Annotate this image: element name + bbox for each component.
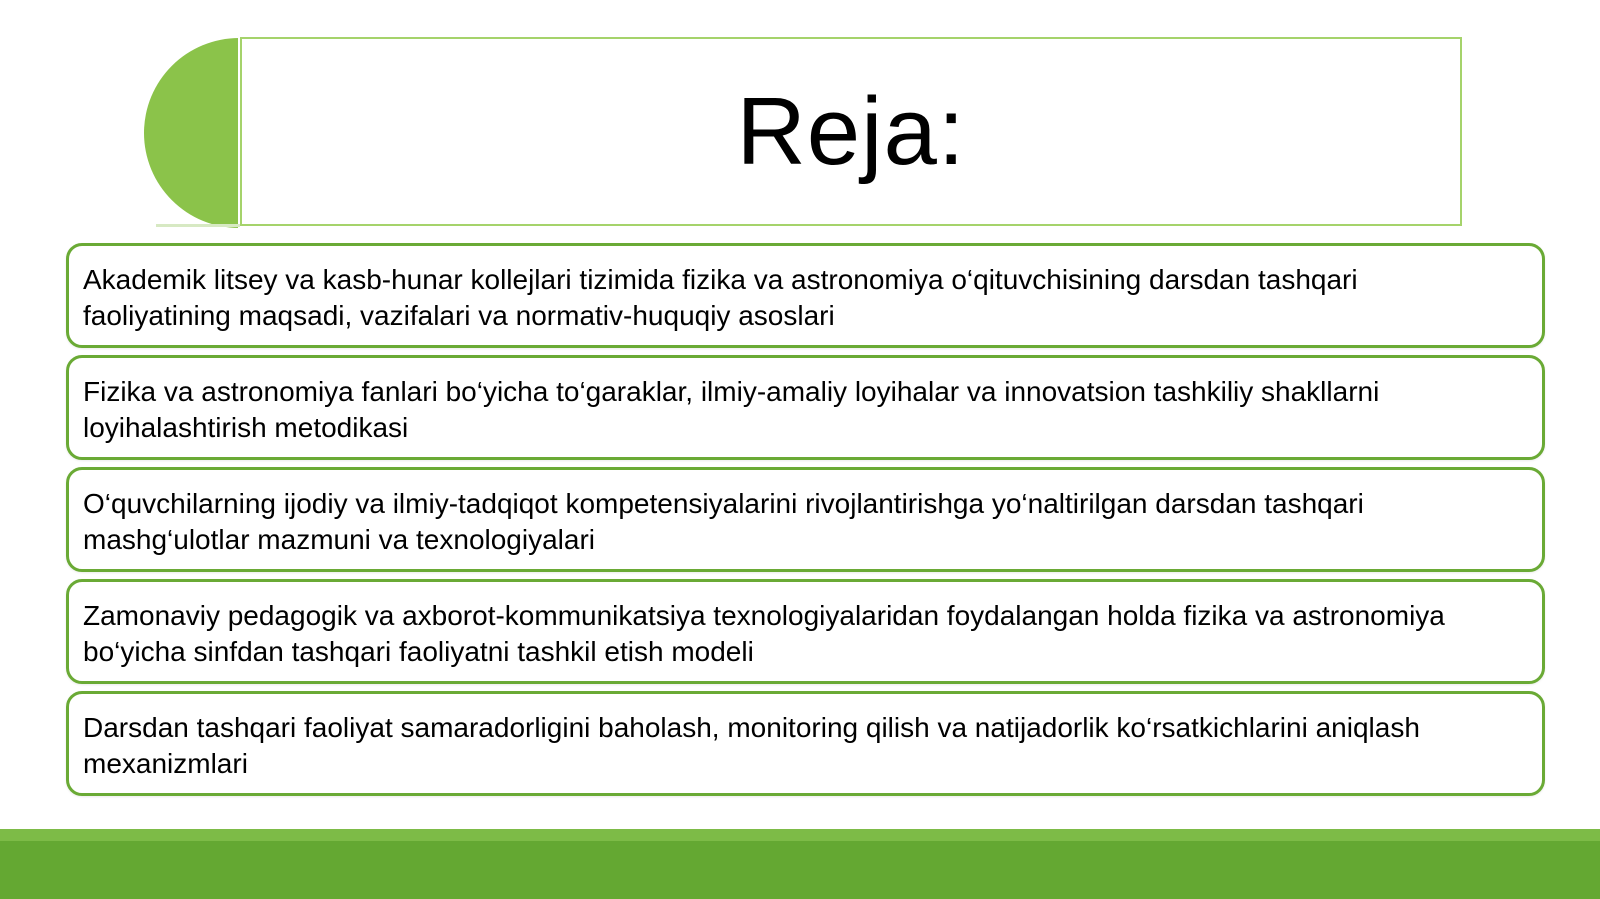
plan-item-4: Zamonaviy pedagogik va axborot-kommunikatsiya texnologiyalaridan foydalangan holda fizika va astronomiya bo‘yicha sinfdan tashqari faoliyatni tashkil etish modeli: [66, 579, 1545, 684]
title-frame-underline: [156, 224, 240, 227]
plan-item-3: O‘quvchilarning ijodiy va ilmiy-tadqiqot kompetensiyalarini rivojlantirishga yo‘naltirilgan darsdan tashqari mashg‘ulotlar mazmuni va texnologiyalari: [66, 467, 1545, 572]
plan-item-1: Akademik litsey va kasb-hunar kollejlari tizimida fizika va astronomiya o‘qituvchisining darsdan tashqari faoliyatining maqsadi, vazifalari va normativ-huquqiy asoslari: [66, 243, 1545, 348]
slide-title: Reja:: [736, 77, 966, 185]
plan-list: [66, 243, 1545, 803]
footer-band-highlight: [0, 829, 1600, 841]
plan-item-2: Fizika va astronomiya fanlari bo‘yicha to‘garaklar, ilmiy-amaliy loyihalar va innovatsion tashkiliy shakllarni loyihalashtirish metodikasi: [66, 355, 1545, 460]
plan-item-5: Darsdan tashqari faoliyat samaradorligini baholash, monitoring qilish va natijadorlik ko‘rsatkichlarini aniqlash mexanizmlari: [66, 691, 1545, 796]
